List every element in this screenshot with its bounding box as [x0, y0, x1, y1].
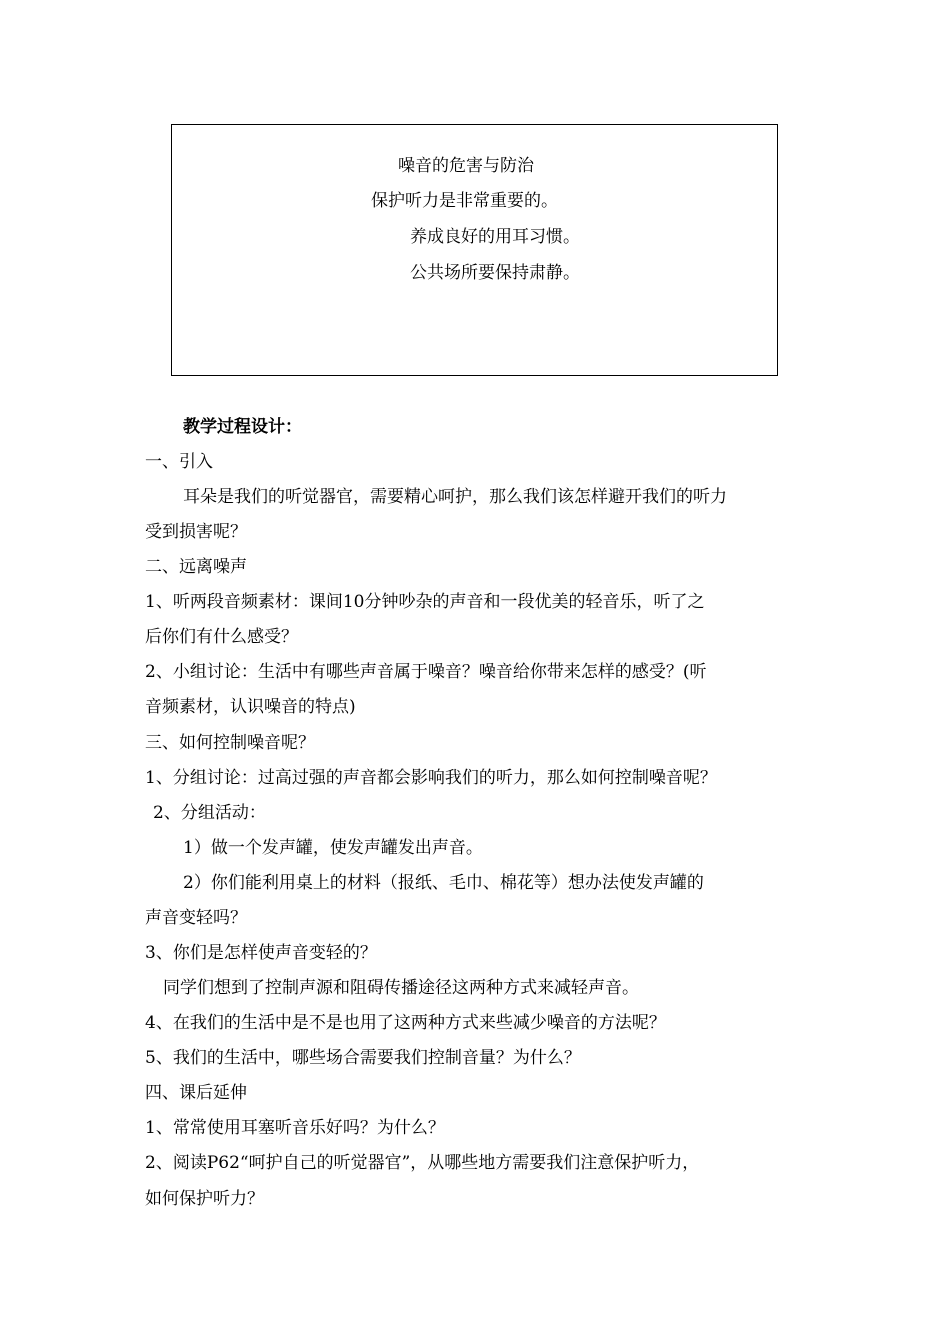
board-title: 噪音的危害与防治 [398, 156, 534, 176]
paragraph-line: 后你们有什么感受？ [145, 627, 298, 647]
paragraph-line: 如何保护听力？ [145, 1189, 264, 1209]
paragraph-line: 1）做一个发声罐，使发声罐发出声音。 [183, 838, 483, 858]
paragraph-line: 1、常常使用耳塞听音乐好吗？为什么？ [145, 1118, 445, 1138]
board-point-3: 公共场所要保持肃静。 [410, 263, 580, 283]
paragraph-line: 2、小组讨论：生活中有哪些声音属于噪音？噪音给你带来怎样的感受？(听 [145, 662, 707, 682]
section-heading-noise: 二、远离噪声 [145, 557, 247, 577]
paragraph-line: 2、阅读P62“呵护自己的听觉器官”，从哪些地方需要我们注意保护听力， [145, 1153, 700, 1173]
paragraph-line: 4、在我们的生活中是不是也用了这两种方式来些减少噪音的方法呢？ [145, 1013, 666, 1033]
paragraph-line: 1、分组讨论：过高过强的声音都会影响我们的听力，那么如何控制噪音呢？ [145, 768, 717, 788]
paragraph-line: 2、分组活动： [153, 803, 266, 823]
section-heading-extension: 四、课后延伸 [145, 1083, 247, 1103]
board-point-1: 保护听力是非常重要的。 [371, 191, 558, 211]
paragraph-line: 5、我们的生活中，哪些场合需要我们控制音量？为什么？ [145, 1048, 581, 1068]
paragraph-line: 耳朵是我们的听觉器官，需要精心呵护，那么我们该怎样避开我们的听力 [183, 487, 727, 507]
paragraph-line: 声音变轻吗？ [145, 908, 247, 928]
section-heading-control: 三、如何控制噪音呢？ [145, 733, 315, 753]
board-point-2: 养成良好的用耳习惯。 [410, 227, 580, 247]
process-heading: 教学过程设计： [183, 417, 302, 437]
paragraph-line: 1、听两段音频素材：课间10分钟吵杂的声音和一段优美的轻音乐，听了之 [145, 592, 705, 612]
paragraph-line: 3、你们是怎样使声音变轻的？ [145, 943, 377, 963]
paragraph-line: 受到损害呢？ [145, 522, 247, 542]
paragraph-line: 音频素材，认识噪音的特点) [145, 697, 356, 717]
section-heading-intro: 一、引入 [145, 452, 213, 472]
paragraph-line: 2）你们能利用桌上的材料（报纸、毛巾、棉花等）想办法使发声罐的 [183, 873, 704, 893]
paragraph-line: 同学们想到了控制声源和阻碍传播途径这两种方式来减轻声音。 [163, 978, 639, 998]
